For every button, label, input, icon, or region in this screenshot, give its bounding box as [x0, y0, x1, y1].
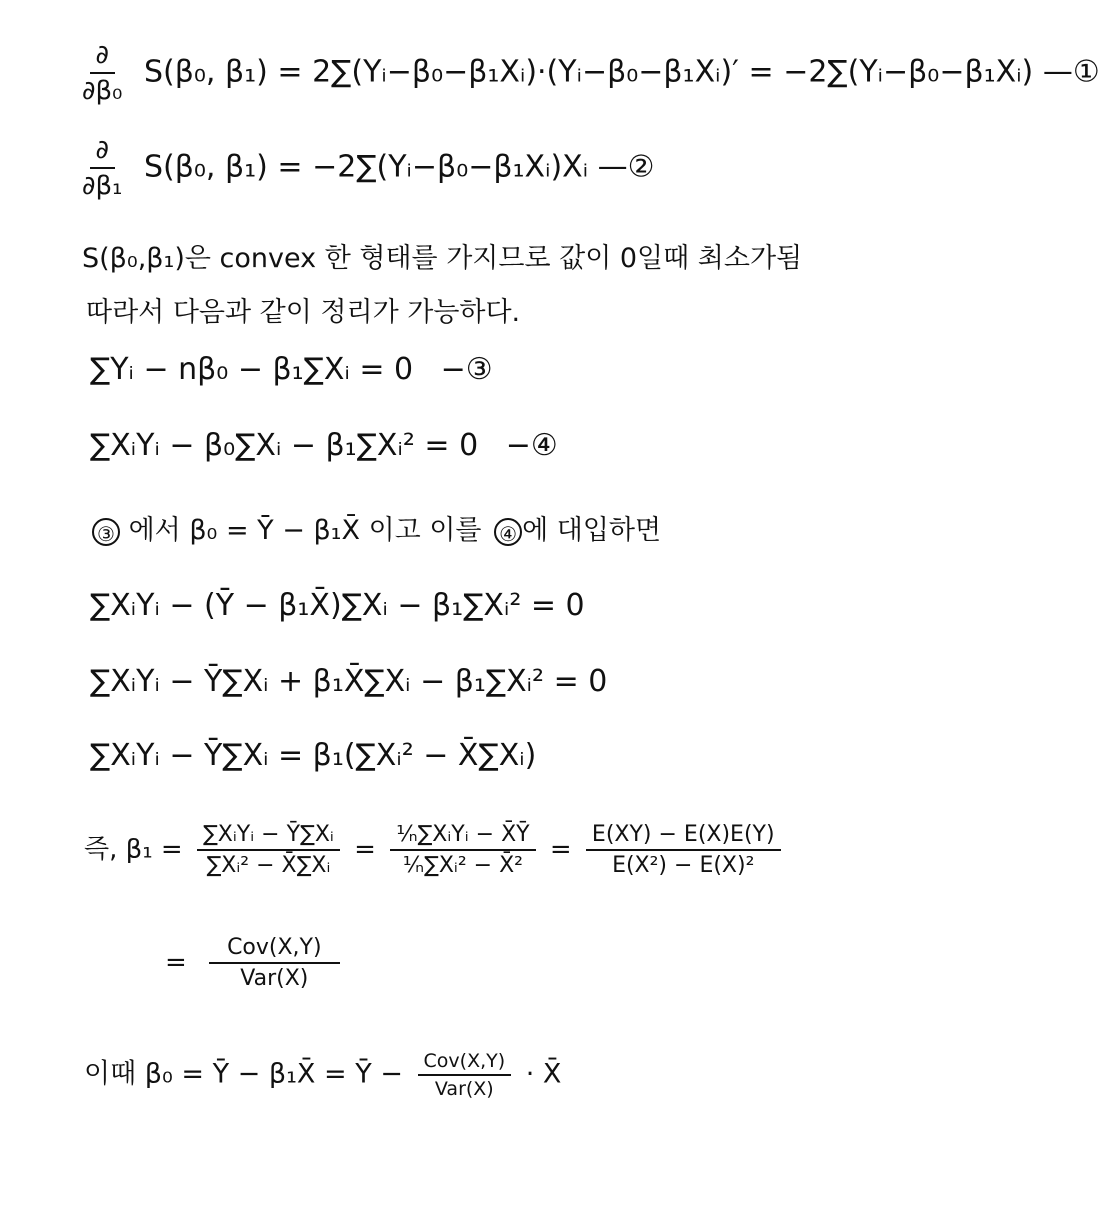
equation-tag: —② — [597, 149, 655, 185]
equals-sign: = — [165, 947, 187, 978]
text-summary: 따라서 다음과 같이 정리가 가능하다. — [86, 297, 521, 328]
equation-tag: −③ — [440, 352, 493, 387]
fraction-cov-var — [209, 935, 340, 991]
fraction-2-numerator: ¹⁄ₙ∑XᵢYᵢ − X̄Ȳ — [390, 822, 535, 851]
beta1-lead: 즉, β₁ = — [84, 834, 183, 865]
fraction-1-denominator: ∑Xᵢ² − X̄∑Xᵢ — [206, 853, 331, 878]
partial-numerator: ∂ — [90, 135, 115, 169]
beta1-result — [84, 822, 787, 878]
substitution-text-b: 에 대입하면 — [522, 515, 662, 546]
fraction-3-denominator: E(X²) − E(X)² — [612, 853, 755, 878]
fraction-3-numerator: E(XY) − E(X)E(Y) — [586, 822, 781, 851]
fraction-2-denominator: ¹⁄ₙ∑Xᵢ² − X̄² — [402, 853, 523, 878]
beta0-var-denominator: Var(X) — [434, 1078, 494, 1100]
beta0-cov-numerator: Cov(X,Y) — [418, 1050, 512, 1076]
equation-3 — [90, 352, 493, 387]
fraction-2 — [390, 822, 535, 878]
beta0-text-a: 이때 β₀ = Ȳ − β₁X̄ = Ȳ − — [84, 1058, 403, 1090]
beta0-result — [84, 1050, 561, 1100]
equation-6: ∑XᵢYᵢ − Ȳ∑Xᵢ + β₁X̄∑Xᵢ − β₁∑Xᵢ² = 0 — [90, 664, 608, 699]
equation-4 — [90, 428, 558, 463]
equation-body: S(β₀, β₁) = −2∑(Yᵢ−β₀−β₁Xᵢ)Xᵢ — [144, 149, 589, 185]
partial-numerator: ∂ — [90, 40, 115, 74]
beta0-text-b: · X̄ — [525, 1058, 562, 1090]
equation-tag: −④ — [505, 428, 558, 463]
cov-numerator: Cov(X,Y) — [209, 935, 340, 964]
equation-5: ∑XᵢYᵢ − (Ȳ − β₁X̄)∑Xᵢ − β₁∑Xᵢ² = 0 — [90, 588, 585, 623]
equation-2 — [70, 135, 655, 201]
text-convex: S(β₀,β₁)은 convex 한 형태를 가지므로 값이 0일때 최소가됨 — [82, 243, 803, 274]
equals-sign: = — [549, 834, 572, 865]
fraction-1 — [197, 822, 340, 878]
equation-tag: —① — [1042, 54, 1100, 90]
var-denominator: Var(X) — [240, 966, 309, 991]
partial-fraction — [76, 135, 128, 201]
partial-denominator: ∂β₁ — [82, 171, 123, 201]
equation-1 — [70, 40, 1100, 106]
equation-7: ∑XᵢYᵢ − Ȳ∑Xᵢ = β₁(∑Xᵢ² − X̄∑Xᵢ) — [90, 738, 537, 773]
partial-denominator: ∂β₀ — [82, 76, 123, 106]
substitution-text-a: 에서 β₀ = Ȳ − β₁X̄ 이고 이를 — [120, 515, 491, 546]
cov-var-result — [165, 935, 346, 991]
circled-number-3: ③ — [92, 518, 120, 546]
fraction-1-numerator: ∑XᵢYᵢ − Ȳ∑Xᵢ — [197, 822, 340, 851]
partial-fraction — [76, 40, 128, 106]
equation-body: ∑Yᵢ − nβ₀ − β₁∑Xᵢ = 0 — [90, 352, 414, 387]
equals-sign: = — [354, 834, 376, 865]
circled-number-4: ④ — [494, 518, 522, 546]
fraction-3 — [586, 822, 781, 878]
text-substitution — [88, 508, 661, 547]
equation-body: ∑XᵢYᵢ − β₀∑Xᵢ − β₁∑Xᵢ² = 0 — [90, 428, 479, 463]
equation-body: S(β₀, β₁) = 2∑(Yᵢ−β₀−β₁Xᵢ)·(Yᵢ−β₀−β₁Xᵢ)′ = −2∑(Yᵢ−β₀−β₁Xᵢ) — [144, 54, 1034, 90]
fraction-beta0 — [418, 1050, 512, 1100]
